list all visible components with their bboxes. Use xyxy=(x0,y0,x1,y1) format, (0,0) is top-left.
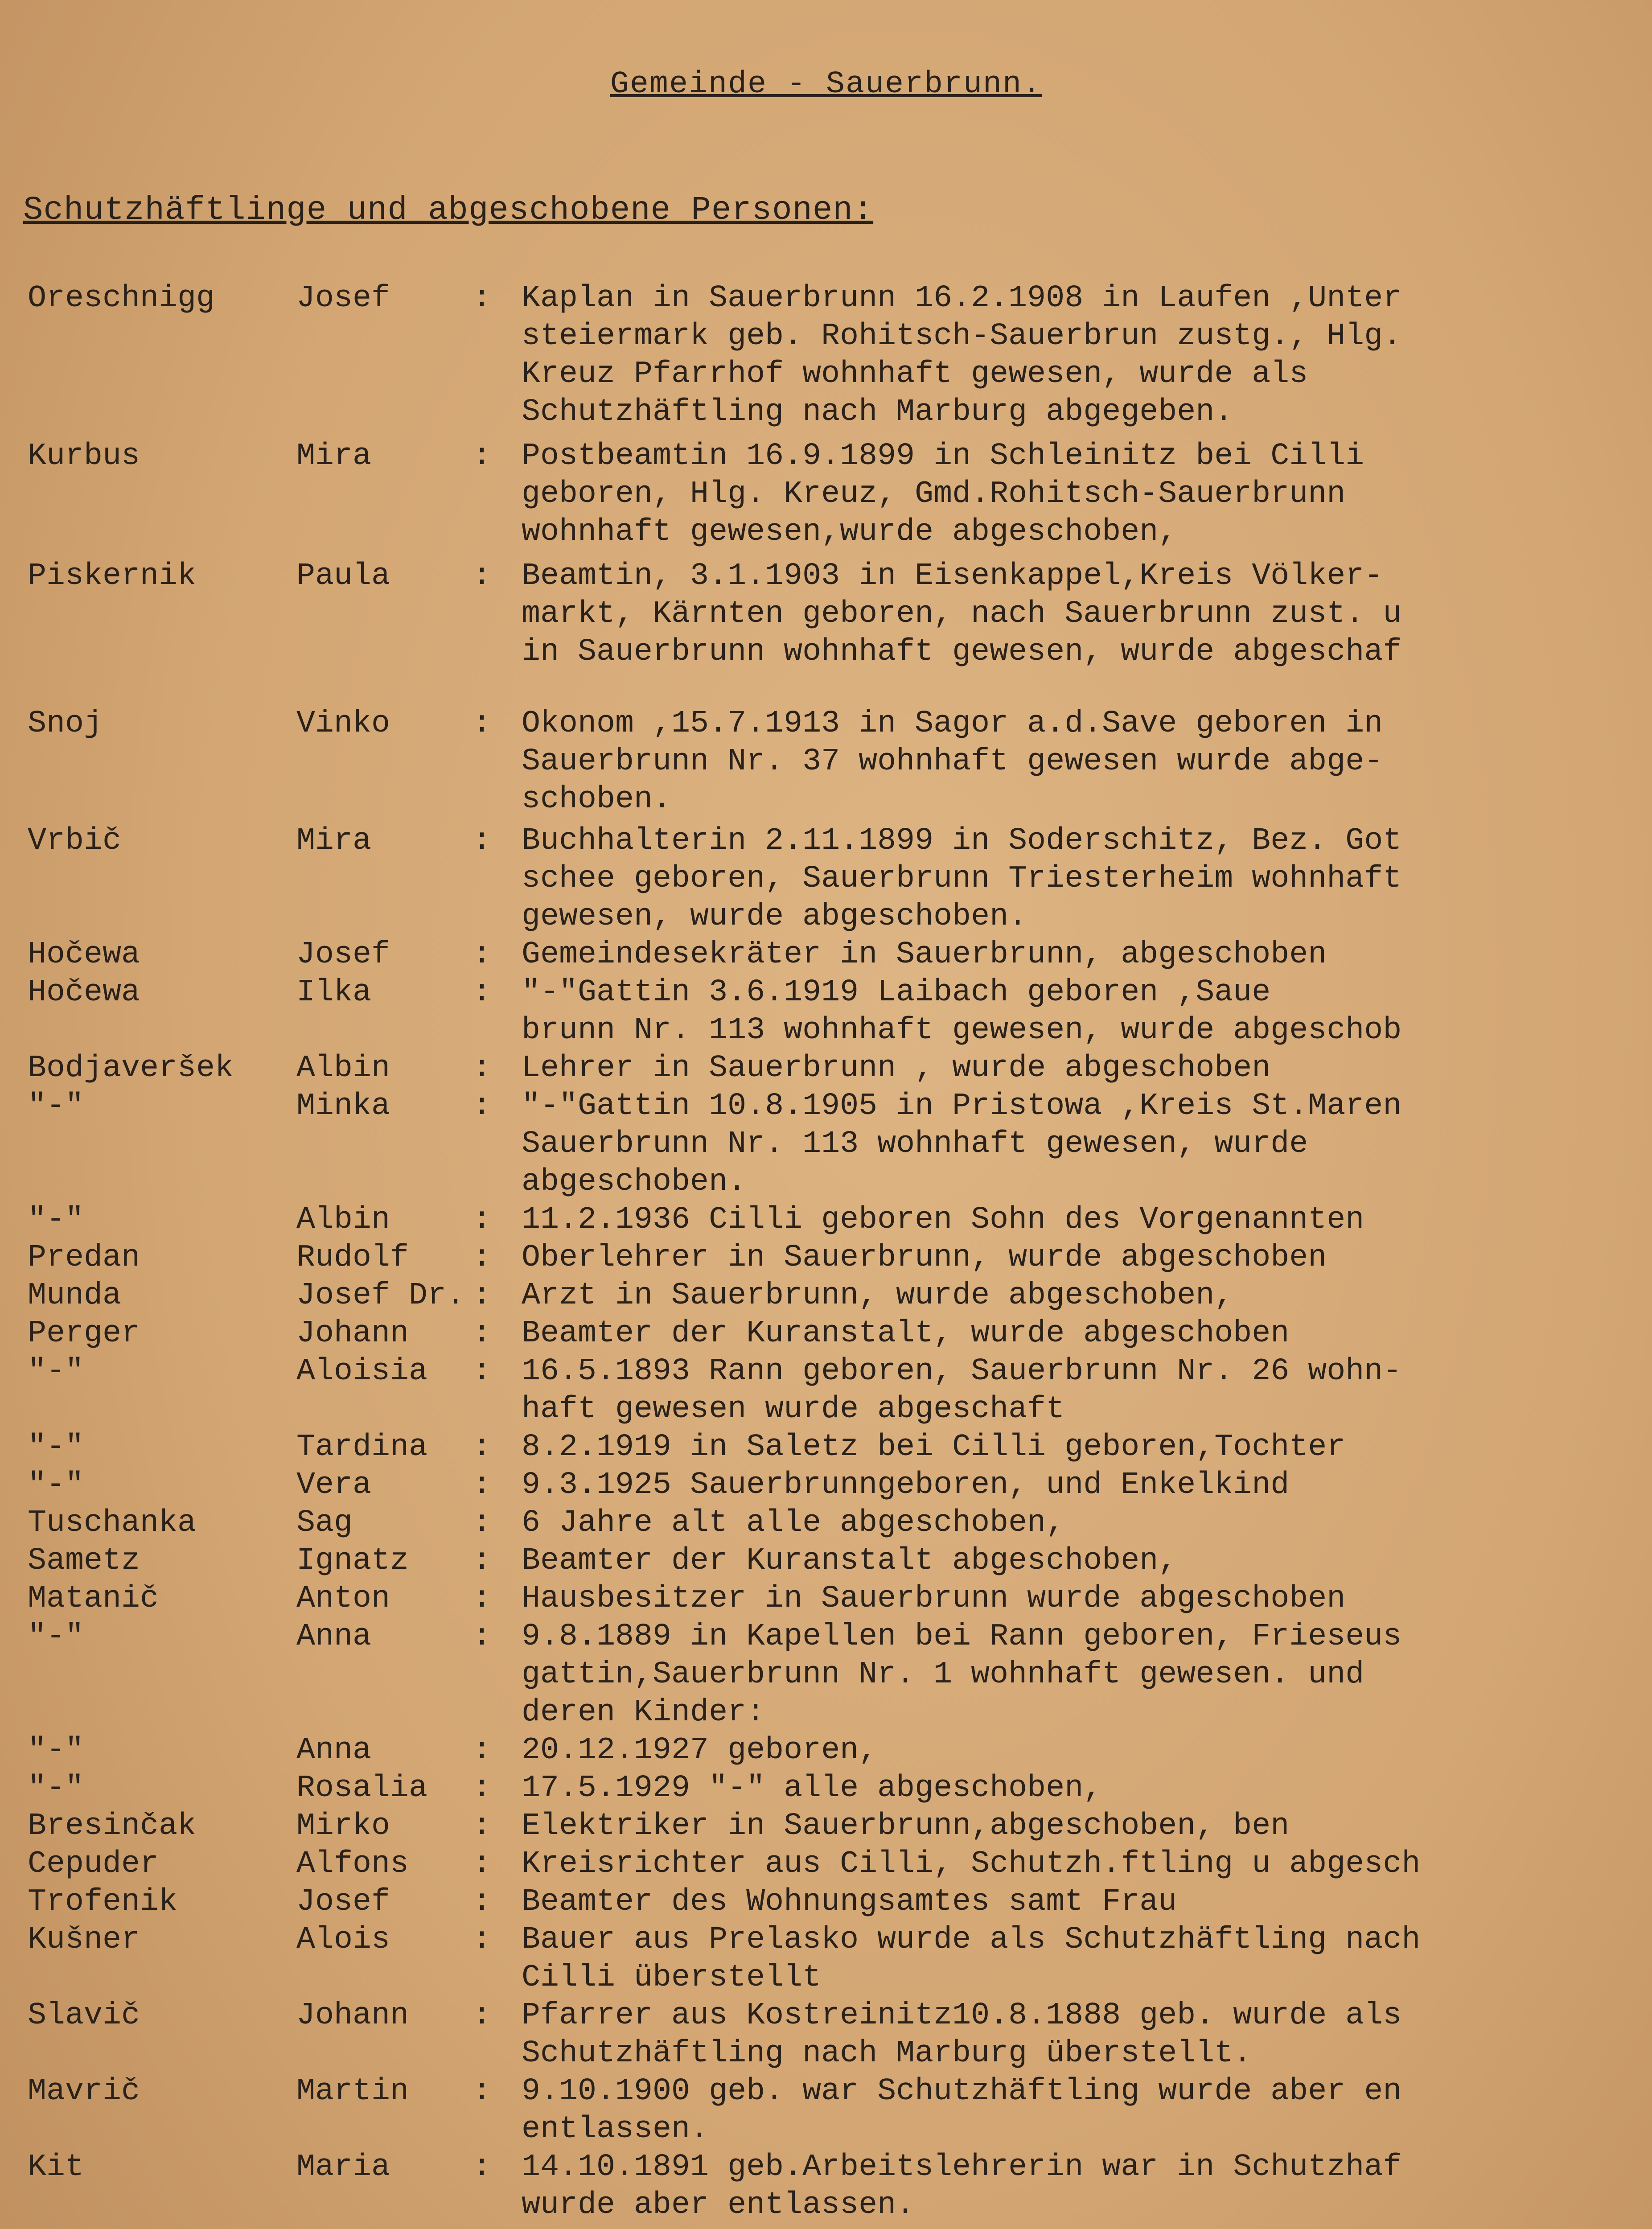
entry-description-line: 20.12.1927 geboren, xyxy=(522,1733,878,1768)
entry-description-line: Schutzhäftling nach Marburg abgegeben. xyxy=(522,395,1233,430)
entry-description-line: Pfarrer aus Kostreinitz10.8.1888 geb. wurde als xyxy=(522,1998,1402,2033)
entry-separator: : xyxy=(473,937,492,972)
entry-description-line: Beamter der Kuranstalt abgeschoben, xyxy=(522,1543,1177,1579)
entry-description-line: brunn Nr. 113 wohnhaft gewesen, wurde abgeschob xyxy=(522,1013,1402,1048)
entry-separator: : xyxy=(473,1733,492,1768)
entry-firstname: Alois xyxy=(296,1922,390,1958)
entry-surname: Matanič xyxy=(28,1581,159,1616)
entry-surname: Kurbus xyxy=(28,439,140,474)
entry-surname: Bresinčak xyxy=(28,1809,197,1844)
entry-separator: : xyxy=(473,1240,492,1275)
entry-firstname: Albin xyxy=(296,1202,390,1238)
entry-separator: : xyxy=(473,1884,492,1920)
entry-separator: : xyxy=(473,559,492,594)
entry-description-line: Postbeamtin 16.9.1899 in Schleinitz bei Cilli xyxy=(522,439,1364,474)
entry-surname: Kušner xyxy=(28,1922,140,1958)
entry-surname: Predan xyxy=(28,1240,140,1275)
entry-separator: : xyxy=(473,1468,492,1503)
entry-firstname: Martin xyxy=(296,2074,409,2109)
entry-description-line: Kreisrichter aus Cilli, Schutzh.ftling u abgesch xyxy=(522,1847,1421,1882)
entry-description-line: "-"Gattin 3.6.1919 Laibach geboren ,Saue xyxy=(522,975,1271,1010)
entry-surname: "-" xyxy=(28,1354,84,1389)
entry-description-line: 14.10.1891 geb.Arbeitslehrerin war in Schutzhaf xyxy=(522,2150,1402,2185)
entry-description-line: Okonom ,15.7.1913 in Sagor a.d.Save geboren in xyxy=(522,706,1383,741)
entry-description-line: haft gewesen wurde abgeschaft xyxy=(522,1392,1065,1427)
entry-firstname: Josef xyxy=(296,1884,390,1920)
entry-description-line: steiermark geb. Rohitsch-Sauerbrun zustg., Hlg. xyxy=(522,319,1402,354)
entry-description-line: 9.10.1900 geb. war Schutzhäftling wurde aber en xyxy=(522,2074,1402,2109)
entry-description-line: Arzt in Sauerbrunn, wurde abgeschoben, xyxy=(522,1278,1233,1313)
entry-description-line: Elektriker in Sauerbrunn,abgeschoben, ben xyxy=(522,1809,1290,1844)
entry-description-line: deren Kinder: xyxy=(522,1695,765,1730)
entry-separator: : xyxy=(473,1354,492,1389)
entry-description-line: markt, Kärnten geboren, nach Sauerbrunn zust. u xyxy=(522,596,1402,632)
entry-firstname: Minka xyxy=(296,1089,390,1124)
entry-separator: : xyxy=(473,1089,492,1124)
entry-description-line: Kreuz Pfarrhof wohnhaft gewesen, wurde als xyxy=(522,357,1308,392)
entry-description-line: Kaplan in Sauerbrunn 16.2.1908 in Laufen ,Unter xyxy=(522,281,1402,316)
entry-surname: Kit xyxy=(28,2150,84,2185)
entry-description-line: Beamter des Wohnungsamtes samt Frau xyxy=(522,1884,1177,1920)
entry-surname: Bodjaveršek xyxy=(28,1051,234,1086)
entry-surname: Sametz xyxy=(28,1543,140,1579)
entry-separator: : xyxy=(473,1316,492,1351)
entry-description-line: geboren, Hlg. Kreuz, Gmd.Rohitsch-Sauerbrunn xyxy=(522,477,1346,512)
entry-surname: "-" xyxy=(28,1771,84,1806)
entry-separator: : xyxy=(473,706,492,741)
entry-description-line: 9.3.1925 Sauerbrunngeboren, und Enkelkind xyxy=(522,1468,1290,1503)
entry-description-line: 9.8.1889 in Kapellen bei Rann geboren, Frieseus xyxy=(522,1619,1402,1654)
entry-firstname: Tardina xyxy=(296,1430,428,1465)
entry-description-line: Hausbesitzer in Sauerbrunn wurde abgeschoben xyxy=(522,1581,1346,1616)
entry-description-line: schee geboren, Sauerbrunn Triesterheim wohnhaft xyxy=(522,861,1402,897)
entry-surname: "-" xyxy=(28,1430,84,1465)
entry-surname: "-" xyxy=(28,1468,84,1503)
entry-separator: : xyxy=(473,1278,492,1313)
entry-description-line: Gemeindesekräter in Sauerbrunn, abgeschoben xyxy=(522,937,1327,972)
entry-firstname: Maria xyxy=(296,2150,390,2185)
entry-firstname: Rosalia xyxy=(296,1771,428,1806)
entry-firstname: Josef Dr. xyxy=(296,1278,465,1313)
entry-surname: "-" xyxy=(28,1619,84,1654)
entry-firstname: Aloisia xyxy=(296,1354,428,1389)
entry-description-line: 17.5.1929 "-" alle abgeschoben, xyxy=(522,1771,1102,1806)
entry-separator: : xyxy=(473,1922,492,1958)
entry-separator: : xyxy=(473,2150,492,2185)
entry-surname: "-" xyxy=(28,1202,84,1238)
entry-firstname: Paula xyxy=(296,559,390,594)
entry-separator: : xyxy=(473,1202,492,1238)
entry-separator: : xyxy=(473,1998,492,2033)
entry-description-line: Sauerbrunn Nr. 113 wohnhaft gewesen, wurde xyxy=(522,1127,1308,1162)
entry-separator: : xyxy=(473,1771,492,1806)
entry-firstname: Ilka xyxy=(296,975,372,1010)
entry-description-line: Beamtin, 3.1.1903 in Eisenkappel,Kreis Völker- xyxy=(522,559,1383,594)
entry-surname: Snoj xyxy=(28,706,103,741)
entry-firstname: Rudolf xyxy=(296,1240,409,1275)
entry-description-line: in Sauerbrunn wohnhaft gewesen, wurde abgeschaf xyxy=(522,634,1402,670)
entry-description-line: Bauer aus Prelasko wurde als Schutzhäftling nach xyxy=(522,1922,1421,1958)
entry-separator: : xyxy=(473,1543,492,1579)
entry-surname: Cepuder xyxy=(28,1847,159,1882)
entry-description-line: Cilli überstellt xyxy=(522,1960,822,1995)
entry-firstname: Anna xyxy=(296,1733,372,1768)
entry-separator: : xyxy=(473,1430,492,1465)
entry-surname: Trofenik xyxy=(28,1884,178,1920)
entry-description-line: 11.2.1936 Cilli geboren Sohn des Vorgenannten xyxy=(522,1202,1364,1238)
entry-firstname: Alfons xyxy=(296,1847,409,1882)
entry-surname: Oreschnigg xyxy=(28,281,215,316)
entry-separator: : xyxy=(473,1051,492,1086)
entry-description-line: Buchhalterin 2.11.1899 in Soderschitz, Bez. Got xyxy=(522,823,1402,859)
entry-surname: "-" xyxy=(28,1089,84,1124)
entry-firstname: Josef xyxy=(296,281,390,316)
entry-firstname: Albin xyxy=(296,1051,390,1086)
entry-separator: : xyxy=(473,281,492,316)
entry-surname: Tuschanka xyxy=(28,1505,197,1541)
entry-separator: : xyxy=(473,2074,492,2109)
entry-separator: : xyxy=(473,1809,492,1844)
entry-description-line: Lehrer in Sauerbrunn , wurde abgeschoben xyxy=(522,1051,1271,1086)
entry-description-line: Beamter der Kuranstalt, wurde abgeschoben xyxy=(522,1316,1290,1351)
entry-surname: Vrbič xyxy=(28,823,122,859)
entry-description-line: 16.5.1893 Rann geboren, Sauerbrunn Nr. 26 wohn- xyxy=(522,1354,1402,1389)
entry-firstname: Sag xyxy=(296,1505,353,1541)
entry-description-line: gewesen, wurde abgeschoben. xyxy=(522,899,1027,934)
entry-firstname: Mira xyxy=(296,823,372,859)
entry-firstname: Ignatz xyxy=(296,1543,409,1579)
entry-surname: Hočewa xyxy=(28,937,140,972)
entry-description-line: Oberlehrer in Sauerbrunn, wurde abgeschoben xyxy=(522,1240,1327,1275)
entry-separator: : xyxy=(473,439,492,474)
entry-surname: Perger xyxy=(28,1316,140,1351)
entry-description-line: abgeschoben. xyxy=(522,1164,747,1200)
entry-surname: Piskernik xyxy=(28,559,197,594)
entry-surname: Munda xyxy=(28,1278,122,1313)
entry-firstname: Johann xyxy=(296,1316,409,1351)
entry-description-line: Schutzhäftling nach Marburg überstellt. xyxy=(522,2036,1252,2071)
entry-firstname: Vera xyxy=(296,1468,372,1503)
entry-separator: : xyxy=(473,1847,492,1882)
entry-firstname: Anton xyxy=(296,1581,390,1616)
entry-description-line: "-"Gattin 10.8.1905 in Pristowa ,Kreis St.Maren xyxy=(522,1089,1402,1124)
entry-surname: Hočewa xyxy=(28,975,140,1010)
entry-description-line: entlassen. xyxy=(522,2112,709,2147)
entry-description-line: gattin,Sauerbrunn Nr. 1 wohnhaft gewesen. und xyxy=(522,1657,1364,1692)
entry-firstname: Vinko xyxy=(296,706,390,741)
entry-separator: : xyxy=(473,823,492,859)
entry-description-line: wohnhaft gewesen,wurde abgeschoben, xyxy=(522,514,1177,550)
page-title: Gemeinde - Sauerbrunn. xyxy=(610,67,1042,102)
entry-separator: : xyxy=(473,1581,492,1616)
entry-surname: Slavič xyxy=(28,1998,140,2033)
entry-firstname: Mirko xyxy=(296,1809,390,1844)
entry-firstname: Josef xyxy=(296,937,390,972)
entry-description-line: schoben. xyxy=(522,782,672,817)
entry-separator: : xyxy=(473,1505,492,1541)
entry-separator: : xyxy=(473,975,492,1010)
entry-surname: "-" xyxy=(28,1733,84,1768)
entry-firstname: Johann xyxy=(296,1998,409,2033)
entry-description-line: 8.2.1919 in Saletz bei Cilli geboren,Tochter xyxy=(522,1430,1346,1465)
entry-firstname: Mira xyxy=(296,439,372,474)
section-heading: Schutzhäftlinge und abgeschobene Personen: xyxy=(23,192,874,229)
entry-surname: Mavrič xyxy=(28,2074,140,2109)
entry-firstname: Anna xyxy=(296,1619,372,1654)
entry-separator: : xyxy=(473,1619,492,1654)
entry-description-line: 6 Jahre alt alle abgeschoben, xyxy=(522,1505,1065,1541)
entry-description-line: Sauerbrunn Nr. 37 wohnhaft gewesen wurde abge- xyxy=(522,744,1383,779)
entry-description-line: wurde aber entlassen. xyxy=(522,2188,915,2223)
